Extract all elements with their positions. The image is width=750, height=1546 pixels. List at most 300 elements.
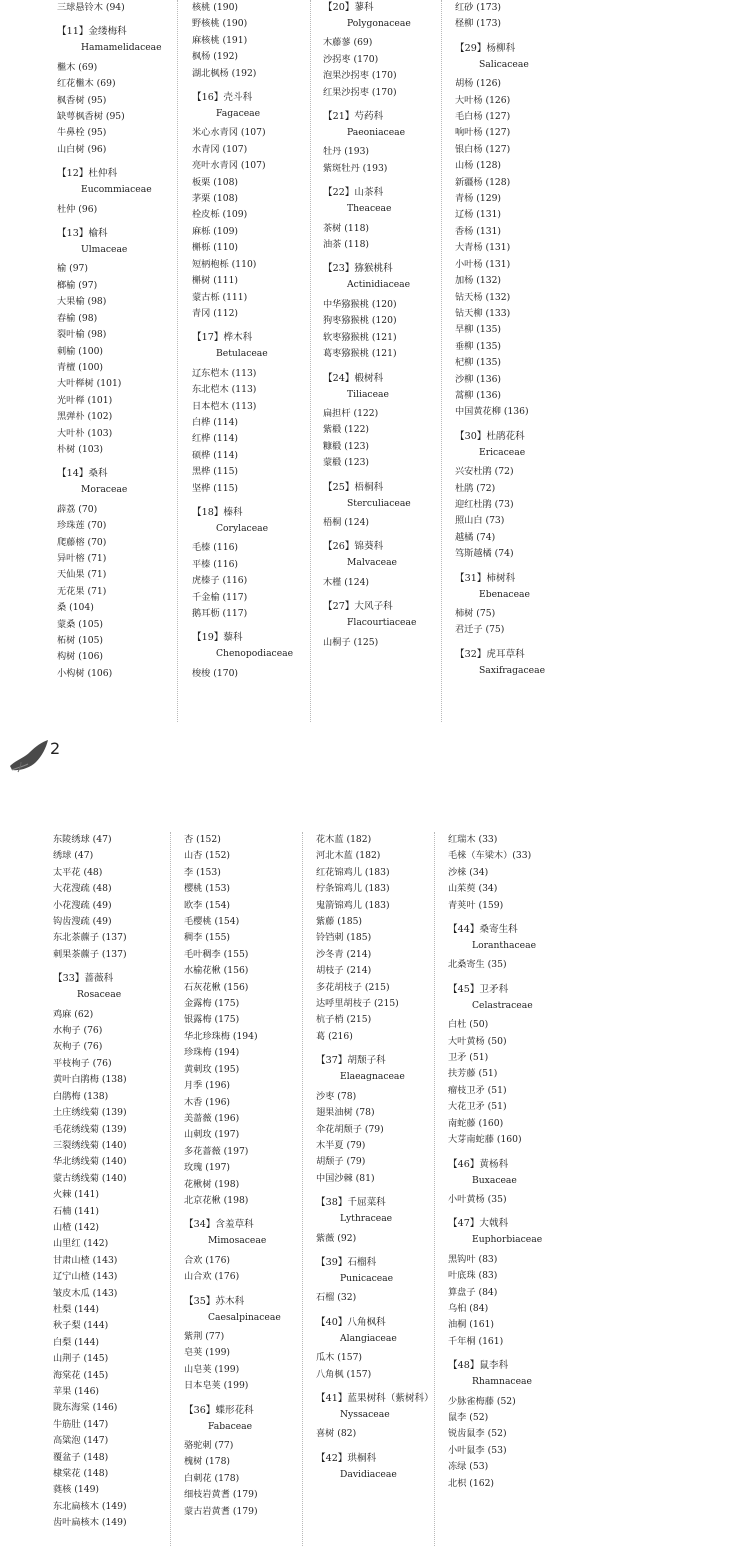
species-entry: 垂柳 (135) — [455, 340, 502, 352]
family-heading — [192, 505, 293, 537]
species-entry: 陇东海棠 (146) — [53, 1402, 118, 1414]
species-entry: 沙梾 (34) — [448, 866, 489, 878]
species-entry: 冻绿 (53) — [448, 1461, 489, 1473]
family-latin-name: Rhamnaceae — [472, 1376, 532, 1388]
species-entry: 小构树 (106) — [57, 667, 113, 679]
species-entry: 水栒子 (76) — [53, 1025, 103, 1037]
family-heading — [184, 1217, 281, 1249]
species-entry: 沙枣 (78) — [316, 1090, 357, 1102]
species-entry: 皱皮木瓜 (143) — [53, 1287, 118, 1299]
species-entry: 迎红杜鹃 (73) — [455, 498, 514, 510]
species-entry: 杜梨 (144) — [53, 1303, 100, 1315]
species-entry: 黑弹朴 (102) — [57, 411, 113, 423]
species-entry: 水榆花楸 (156) — [184, 965, 249, 977]
family-latin-name: Euphorbiaceae — [472, 1234, 543, 1246]
species-entry: 平枝栒子 (76) — [53, 1057, 112, 1069]
family-latin-name: Eucommiaceae — [81, 184, 152, 196]
species-entry: 柘树 (105) — [57, 635, 104, 646]
species-entry: 香杨 (131) — [455, 225, 502, 237]
species-entry: 绣球 (47) — [53, 850, 94, 862]
family-latin-name: Davidiaceae — [340, 1468, 397, 1480]
species-entry: 美蔷薇 (196) — [184, 1112, 240, 1124]
species-entry: 茶树 (118) — [323, 222, 370, 234]
index-page-top — [0, 0, 750, 722]
family-heading — [323, 480, 416, 512]
species-entry: 蒙古绣线菊 (140) — [53, 1172, 127, 1184]
family-heading — [323, 109, 416, 141]
species-entry: 南蛇藤 (160) — [448, 1117, 504, 1129]
species-entry: 牛筋肚 (147) — [53, 1418, 109, 1430]
index-column-3 — [323, 0, 416, 722]
species-entry: 桑 (104) — [57, 602, 94, 614]
species-entry: 银白杨 (127) — [455, 143, 511, 155]
species-entry: 山皂荚 (199) — [184, 1363, 240, 1375]
species-entry: 板栗 (108) — [192, 176, 239, 188]
column-separator — [434, 832, 435, 1546]
family-latin-name: Alangiaceae — [340, 1332, 397, 1344]
species-entry: 蒿柳 (136) — [455, 389, 502, 401]
family-name: 【34】含羞草科 — [184, 1219, 254, 1231]
family-latin-name: Nyssaceae — [340, 1408, 390, 1420]
species-entry: 紫藤 (185) — [316, 916, 363, 928]
species-entry: 木半夏 (79) — [316, 1139, 366, 1151]
species-entry: 亮叶水青冈 (107) — [192, 160, 266, 172]
species-entry: 大青杨 (131) — [455, 242, 511, 254]
species-entry: 月季 (196) — [184, 1080, 231, 1092]
species-entry: 槲树 (111) — [192, 275, 239, 287]
species-entry: 裂叶榆 (98) — [57, 329, 107, 341]
index-page-bottom — [0, 832, 750, 1546]
species-entry: 麻核桃 (191) — [192, 34, 248, 46]
species-entry: 刺榆 (100) — [57, 345, 104, 357]
species-entry: 辽宁山楂 (143) — [53, 1271, 118, 1283]
species-entry: 覆盆子 (148) — [53, 1451, 109, 1463]
species-entry: 檵木 (69) — [57, 61, 98, 73]
species-entry: 枫香树 (95) — [57, 94, 107, 106]
species-entry: 珍珠梅 (194) — [184, 1047, 240, 1059]
family-name: 【12】杜仲科 — [57, 168, 118, 180]
family-name: 【22】山茶科 — [323, 187, 384, 199]
family-heading — [192, 330, 293, 362]
family-heading — [455, 571, 545, 603]
family-latin-name: Ebenaceae — [479, 588, 530, 600]
family-heading — [184, 1403, 281, 1435]
species-entry: 三球悬铃木 (94) — [57, 2, 125, 13]
species-entry: 千年桐 (161) — [448, 1335, 504, 1347]
species-entry: 红桦 (114) — [192, 433, 239, 445]
species-entry: 华北绣线菊 (140) — [53, 1156, 127, 1168]
species-entry: 葛 (216) — [316, 1030, 353, 1042]
species-entry: 合欢 (176) — [184, 1254, 231, 1266]
species-entry: 油桐 (161) — [448, 1319, 495, 1331]
species-entry: 沙拐枣 (170) — [323, 53, 379, 65]
index-column-2 — [184, 832, 281, 1546]
family-latin-name: Chenopodiaceae — [216, 648, 294, 660]
species-entry: 银露梅 (175) — [184, 1014, 240, 1026]
species-entry: 白梨 (144) — [53, 1336, 100, 1348]
species-entry: 三裂绣线菊 (140) — [53, 1139, 127, 1151]
species-entry: 枫杨 (192) — [192, 51, 239, 63]
species-entry: 柽柳 (173) — [455, 18, 502, 30]
family-latin-name: Flacourtiaceae — [347, 617, 417, 629]
species-entry: 樱桃 (153) — [184, 883, 231, 895]
family-name: 【48】鼠李科 — [448, 1360, 509, 1372]
species-entry: 火棘 (141) — [53, 1189, 100, 1201]
species-entry: 青杨 (129) — [455, 193, 502, 205]
species-entry: 朴树 (103) — [57, 443, 104, 455]
family-name: 【44】桑寄生科 — [448, 924, 518, 936]
species-entry: 槲栎 (110) — [192, 242, 239, 254]
species-entry: 硕桦 (114) — [192, 449, 239, 461]
species-entry: 小叶黄杨 (35) — [448, 1193, 507, 1205]
species-entry: 爬藤榕 (70) — [57, 536, 107, 548]
family-name: 【47】大戟科 — [448, 1218, 509, 1230]
species-entry: 葛枣猕猴桃 (121) — [323, 348, 397, 360]
species-entry: 柿树 (75) — [455, 608, 496, 619]
species-entry: 山白树 (96) — [57, 143, 107, 155]
family-latin-name: Malvaceae — [347, 557, 397, 569]
family-heading — [192, 90, 293, 122]
species-entry: 越橘 (74) — [455, 531, 496, 543]
species-entry: 灰栒子 (76) — [53, 1041, 103, 1053]
family-latin-name: Betulaceae — [216, 348, 268, 360]
family-latin-name: Mimosaceae — [208, 1235, 267, 1247]
family-heading — [192, 630, 293, 662]
species-entry: 锐齿鼠李 (52) — [448, 1428, 507, 1440]
species-entry: 大叶杨 (126) — [455, 94, 511, 106]
species-entry: 白刺花 (178) — [184, 1472, 240, 1484]
species-entry: 千金榆 (117) — [192, 591, 248, 603]
family-heading — [57, 466, 162, 498]
family-latin-name: Fagaceae — [216, 108, 261, 120]
species-entry: 达呼里胡枝子 (215) — [316, 998, 399, 1010]
species-entry: 花木蓝 (182) — [316, 834, 372, 845]
species-entry: 白鹃梅 (138) — [53, 1090, 109, 1102]
family-heading — [184, 1294, 281, 1326]
family-latin-name: Paeoniaceae — [347, 127, 406, 139]
family-heading — [448, 1358, 542, 1390]
family-latin-name: Moraceae — [81, 484, 128, 496]
family-name: 【39】石榴科 — [316, 1256, 377, 1268]
species-entry: 高粱泡 (147) — [53, 1435, 109, 1447]
species-entry: 太平花 (48) — [53, 866, 103, 878]
species-entry: 春榆 (98) — [57, 312, 98, 324]
species-entry: 钻天杨 (132) — [455, 291, 511, 303]
species-entry: 笃斯越橘 (74) — [455, 548, 514, 560]
species-entry: 小叶杨 (131) — [455, 258, 511, 270]
species-entry: 日本桤木 (113) — [192, 400, 257, 412]
family-heading — [323, 0, 416, 32]
species-entry: 新疆杨 (128) — [455, 176, 511, 188]
species-entry: 麻栎 (109) — [192, 225, 239, 237]
family-latin-name: Corylaceae — [216, 522, 269, 534]
species-entry: 栓皮栎 (109) — [192, 209, 248, 221]
species-entry: 缺萼枫香树 (95) — [57, 111, 125, 123]
family-name: 【36】蝶形花科 — [184, 1404, 254, 1416]
species-entry: 加杨 (132) — [455, 275, 502, 287]
family-name: 【27】大风子科 — [323, 601, 393, 613]
species-entry: 稠李 (155) — [184, 932, 231, 944]
species-entry: 旱柳 (135) — [455, 324, 502, 336]
species-entry: 翅果油树 (78) — [316, 1107, 375, 1119]
species-entry: 皂荚 (199) — [184, 1347, 231, 1359]
species-entry: 山荆子 (145) — [53, 1353, 109, 1365]
species-entry: 扁担杆 (122) — [323, 407, 379, 419]
species-entry: 油茶 (118) — [323, 239, 370, 251]
species-entry: 红砂 (173) — [455, 2, 502, 13]
species-entry: 甘肃山楂 (143) — [53, 1254, 118, 1266]
species-entry: 红花锦鸡儿 (183) — [316, 866, 390, 878]
species-entry: 土庄绣线菊 (139) — [53, 1107, 127, 1119]
family-heading — [448, 922, 542, 954]
species-entry: 蕤核 (149) — [53, 1484, 100, 1496]
species-entry: 辽东桤木 (113) — [192, 367, 257, 379]
species-entry: 珍珠莲 (70) — [57, 520, 107, 532]
species-entry: 毛白杨 (127) — [455, 111, 511, 123]
species-entry: 多花胡枝子 (215) — [316, 981, 390, 993]
family-name: 【21】芍药科 — [323, 111, 384, 123]
family-name: 【11】金缕梅科 — [57, 26, 127, 38]
species-entry: 欧李 (154) — [184, 899, 231, 911]
family-heading — [448, 982, 542, 1014]
species-entry: 海棠花 (145) — [53, 1369, 109, 1381]
family-name: 【29】杨柳科 — [455, 42, 516, 54]
species-entry: 坚桦 (115) — [192, 482, 239, 494]
species-entry: 短柄枹栎 (110) — [192, 258, 257, 270]
species-entry: 沙柳 (136) — [455, 373, 502, 385]
species-entry: 叶底珠 (83) — [448, 1270, 498, 1282]
species-entry: 杏 (152) — [184, 834, 221, 845]
family-name: 【13】榆科 — [57, 228, 108, 240]
family-heading — [316, 1195, 434, 1227]
species-entry: 软枣猕猴桃 (121) — [323, 331, 397, 343]
species-entry: 钩齿溲疏 (49) — [53, 916, 112, 928]
species-entry: 河北木蓝 (182) — [316, 850, 381, 862]
species-entry: 白桦 (114) — [192, 416, 239, 428]
species-entry: 黄刺玫 (195) — [184, 1063, 240, 1075]
family-name: 【16】壳斗科 — [192, 92, 253, 104]
species-entry: 响叶杨 (127) — [455, 127, 511, 139]
species-entry: 北桑寄生 (35) — [448, 959, 507, 971]
species-entry: 黑桦 (115) — [192, 466, 239, 478]
family-latin-name: Hamamelidaceae — [81, 42, 162, 54]
species-entry: 黄叶白鹃梅 (138) — [53, 1074, 127, 1086]
species-entry: 山杏 (152) — [184, 850, 231, 862]
species-entry: 槐树 (178) — [184, 1456, 231, 1468]
family-latin-name: Ericaceae — [479, 446, 526, 458]
family-name: 【18】榛科 — [192, 506, 243, 518]
column-separator — [310, 0, 311, 722]
family-heading — [57, 226, 162, 258]
species-entry: 毛花绣线菊 (139) — [53, 1123, 127, 1135]
species-entry: 山刺玫 (197) — [184, 1129, 240, 1141]
species-entry: 君迁子 (75) — [455, 624, 505, 636]
species-entry: 木槿 (124) — [323, 576, 370, 588]
species-entry: 蒙古岩黄耆 (179) — [184, 1505, 258, 1517]
species-entry: 大果榆 (98) — [57, 296, 107, 308]
species-entry: 光叶榉 (101) — [57, 394, 113, 406]
species-entry: 鼠李 (52) — [448, 1411, 489, 1423]
family-latin-name: Theaceae — [347, 203, 392, 215]
family-name: 【31】柿树科 — [455, 572, 516, 584]
family-name: 【33】蔷薇科 — [53, 973, 114, 985]
index-column-1 — [53, 832, 127, 1546]
species-entry: 兴安杜鹃 (72) — [455, 466, 514, 478]
family-heading — [53, 971, 127, 1003]
species-entry: 喜树 (82) — [316, 1428, 357, 1440]
species-entry: 平榛 (116) — [192, 558, 239, 570]
species-entry: 乌桕 (84) — [448, 1302, 489, 1314]
species-entry: 杞柳 (135) — [455, 357, 502, 369]
index-column-3 — [316, 832, 434, 1546]
family-name: 【26】锦葵科 — [323, 541, 384, 553]
species-entry: 多花蔷薇 (197) — [184, 1145, 249, 1157]
species-entry: 齿叶扁核木 (149) — [53, 1517, 127, 1529]
species-entry: 鬼箭锦鸡儿 (183) — [316, 899, 390, 911]
family-heading — [316, 1315, 434, 1347]
species-entry: 构树 (106) — [57, 651, 104, 663]
species-entry: 榔榆 (97) — [57, 279, 98, 291]
family-heading — [323, 539, 416, 571]
family-latin-name: Sterculiaceae — [347, 497, 411, 509]
family-latin-name: Buxaceae — [472, 1174, 517, 1186]
family-name: 【14】桑科 — [57, 468, 108, 480]
species-entry: 细枝岩黄耆 (179) — [184, 1489, 258, 1501]
family-heading — [448, 1157, 542, 1189]
family-latin-name: Actinidiaceae — [347, 279, 411, 291]
family-latin-name: Salicaceae — [479, 58, 529, 70]
species-entry: 沙冬青 (214) — [316, 948, 372, 960]
species-entry: 玫瑰 (197) — [184, 1162, 231, 1174]
species-entry: 石榴 (32) — [316, 1292, 357, 1304]
species-entry: 东陵绣球 (47) — [53, 834, 112, 845]
species-entry: 毛榛 (116) — [192, 542, 239, 554]
family-latin-name: Polygonaceae — [347, 18, 411, 29]
species-entry: 铃铛刺 (185) — [316, 932, 372, 944]
species-entry: 柠条锦鸡儿 (183) — [316, 883, 390, 895]
species-entry: 中国黄花柳 (136) — [455, 406, 529, 418]
species-entry: 湖北枫杨 (192) — [192, 67, 257, 79]
species-entry: 东北茶藨子 (137) — [53, 932, 127, 944]
species-entry: 东北桤木 (113) — [192, 384, 257, 396]
leaf-ink-marker-icon — [8, 738, 50, 774]
column-separator — [302, 832, 303, 1546]
species-entry: 少脉雀梅藤 (52) — [448, 1395, 516, 1407]
species-entry: 辽杨 (131) — [455, 209, 502, 221]
species-entry: 青荚叶 (159) — [448, 899, 504, 911]
family-heading — [316, 1391, 434, 1423]
species-entry: 白杜 (50) — [448, 1019, 489, 1031]
species-entry: 杜仲 (96) — [57, 203, 98, 215]
family-heading — [455, 647, 545, 679]
species-entry: 红花檵木 (69) — [57, 78, 116, 90]
species-entry: 薜荔 (70) — [57, 503, 98, 515]
family-name: 【19】藜科 — [192, 632, 243, 644]
species-entry: 紫荆 (77) — [184, 1330, 225, 1342]
family-latin-name: Rosaceae — [77, 989, 122, 1001]
species-entry: 狗枣猕猴桃 (120) — [323, 315, 397, 327]
family-heading — [316, 1255, 434, 1287]
species-entry: 中国沙棘 (81) — [316, 1172, 375, 1184]
family-latin-name: Saxifragaceae — [479, 664, 546, 676]
family-name: 【23】猕猴桃科 — [323, 263, 393, 275]
index-column-4 — [448, 832, 542, 1546]
species-entry: 钻天柳 (133) — [455, 307, 511, 319]
species-entry: 茅栗 (108) — [192, 193, 239, 205]
species-entry: 刺果茶藨子 (137) — [53, 948, 127, 960]
species-entry: 扶芳藤 (51) — [448, 1068, 498, 1080]
species-entry: 北枳 (162) — [448, 1477, 495, 1489]
family-name: 【40】八角枫科 — [316, 1316, 386, 1328]
species-entry: 杜鹃 (72) — [455, 482, 496, 494]
species-entry: 蒙古栎 (111) — [192, 291, 248, 303]
species-entry: 瘤枝卫矛 (51) — [448, 1084, 507, 1096]
species-entry: 核桃 (190) — [192, 2, 239, 13]
species-entry: 山合欢 (176) — [184, 1271, 240, 1283]
species-entry: 大花溲疏 (48) — [53, 883, 112, 895]
family-latin-name: Tiliaceae — [347, 388, 389, 400]
species-entry: 牛鼻栓 (95) — [57, 127, 107, 139]
column-separator — [441, 0, 442, 722]
column-separator — [170, 832, 171, 1546]
species-entry: 梧桐 (124) — [323, 516, 370, 528]
index-column-4 — [455, 0, 545, 722]
family-latin-name: Caesalpinaceae — [208, 1311, 281, 1323]
species-entry: 胡杨 (126) — [455, 78, 502, 90]
family-heading — [448, 1216, 542, 1248]
family-latin-name: Ulmaceae — [81, 244, 128, 256]
family-heading — [57, 24, 162, 56]
species-entry: 蒙椴 (123) — [323, 457, 370, 469]
species-entry: 紫斑牡丹 (193) — [323, 162, 388, 174]
species-entry: 泡果沙拐枣 (170) — [323, 70, 397, 82]
species-entry: 石楠 (141) — [53, 1205, 100, 1217]
species-entry: 异叶榕 (71) — [57, 552, 107, 564]
species-entry: 中华猕猴桃 (120) — [323, 298, 397, 310]
family-latin-name: Loranthaceae — [472, 940, 537, 952]
species-entry: 胡枝子 (214) — [316, 965, 372, 977]
species-entry: 山杨 (128) — [455, 160, 502, 172]
family-name: 【24】椴树科 — [323, 372, 384, 384]
species-entry: 算盘子 (84) — [448, 1286, 498, 1298]
species-entry: 青檀 (100) — [57, 361, 104, 373]
family-latin-name: Fabaceae — [208, 1420, 253, 1432]
family-name: 【30】杜鹃花科 — [455, 430, 525, 442]
species-entry: 大芽南蛇藤 (160) — [448, 1134, 522, 1146]
species-entry: 糠椴 (123) — [323, 440, 370, 452]
family-name: 【32】虎耳草科 — [455, 648, 525, 660]
family-name: 【46】黄杨科 — [448, 1158, 509, 1170]
species-entry: 骆驼刺 (77) — [184, 1440, 234, 1451]
species-entry: 杭子梢 (215) — [316, 1014, 372, 1026]
species-entry: 鸡麻 (62) — [53, 1008, 94, 1020]
species-entry: 水青冈 (107) — [192, 143, 248, 155]
species-entry: 青冈 (112) — [192, 307, 239, 319]
species-entry: 照山白 (73) — [455, 515, 505, 527]
page-number: 2 — [50, 739, 61, 758]
species-entry: 金露梅 (175) — [184, 998, 240, 1010]
family-heading — [455, 429, 545, 461]
species-entry: 紫椴 (122) — [323, 424, 370, 436]
family-heading — [57, 166, 162, 198]
family-name: 【20】蓼科 — [323, 2, 374, 13]
family-heading — [323, 185, 416, 217]
species-entry: 无花果 (71) — [57, 585, 107, 597]
species-entry: 木藤蓼 (69) — [323, 37, 373, 49]
species-entry: 米心水青冈 (107) — [192, 127, 266, 139]
species-entry: 鹅耳枥 (117) — [192, 608, 248, 619]
family-heading — [323, 261, 416, 293]
